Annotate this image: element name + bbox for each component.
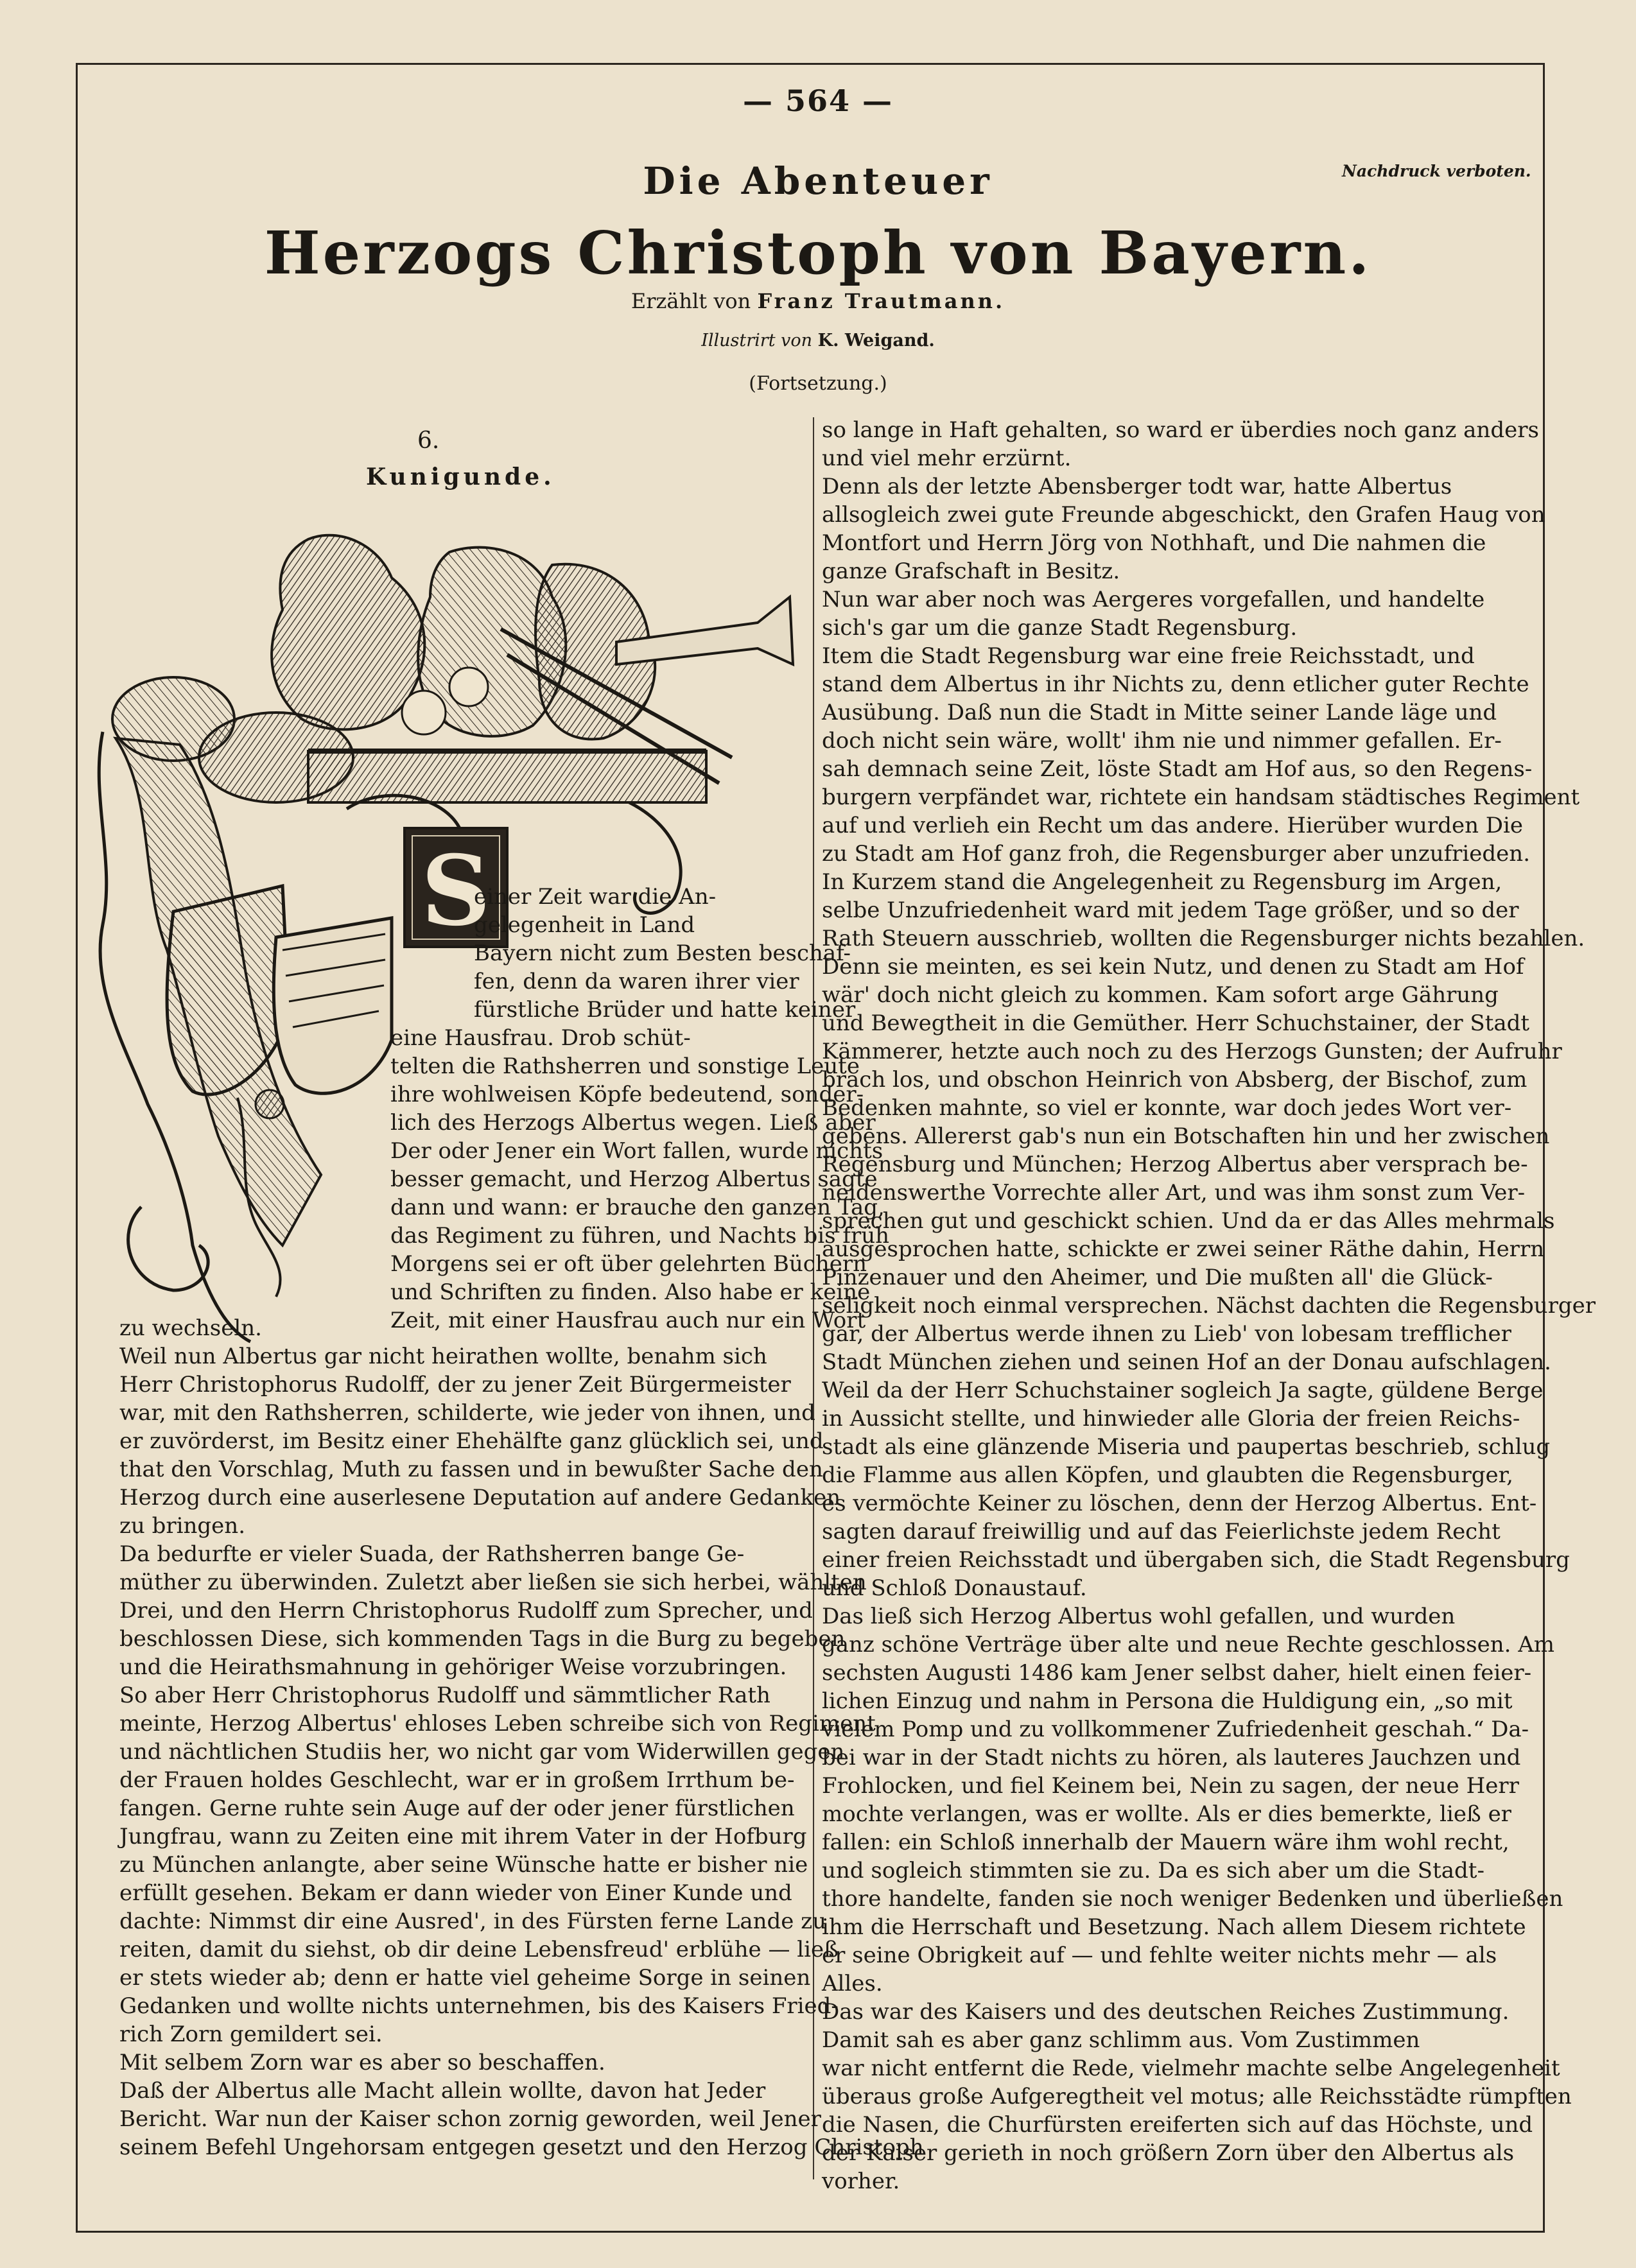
text-line: gebens. Allererst gab's nun ein Botschaften hin und her zwischen — [822, 1123, 1550, 1149]
text-line: eine Hausfrau. Drob schüt- — [390, 1025, 691, 1051]
text-line: Herr Christophorus Rudolff, der zu jener Zeit Bürgermeister — [119, 1372, 791, 1398]
text-line: meinte, Herzog Albertus' ehloses Leben schreibe sich von Regiment — [119, 1711, 876, 1736]
text-line: Da bedurfte er vieler Suada, der Rathsherren bange Ge- — [119, 1541, 745, 1567]
text-line: dann und wann: er brauche den ganzen Tag, — [390, 1195, 885, 1220]
text-line: die Flamme aus allen Köpfen, und glaubten die Regensburger, — [822, 1462, 1513, 1488]
text-line: Bericht. War nun der Kaiser schon zornig geworden, weil Jener — [119, 2106, 821, 2132]
text-line: und sogleich stimmten sie zu. Da es sich aber um die Stadt- — [822, 1858, 1484, 1883]
text-line: Regensburg und München; Herzog Albertus aber versprach be- — [822, 1152, 1528, 1177]
initial-letter: S — [421, 835, 491, 948]
text-line: Frohlocken, und fiel Keinem bei, Nein zu sagen, der neue Herr — [822, 1773, 1519, 1799]
text-line: Damit sah es aber ganz schlimm aus. Vom Zustimmen — [822, 2027, 1420, 2053]
text-line: vielem Pomp und zu vollkommener Zufriedenheit geschah.“ Da- — [822, 1717, 1529, 1742]
text-line: in Aussicht stellte, und hinwieder alle Gloria der freien Reichs- — [822, 1406, 1520, 1432]
text-line: und die Heirathsmahnung in gehöriger Weise vorzubringen. — [119, 1654, 787, 1680]
text-line: ihm die Herrschaft und Besetzung. Nach allem Diesem richtete — [822, 1914, 1526, 1940]
illustrator-credit — [0, 331, 1636, 351]
illustrator-name: K. Weigand. — [817, 331, 935, 351]
text-line: einer Zeit war die An- — [474, 884, 717, 910]
illustrator-prefix: Illustrirt von — [701, 331, 813, 351]
text-line: Gedanken und wollte nichts unternehmen, bis des Kaisers Fried- — [119, 1993, 839, 2019]
text-line: gar, der Albertus werde ihnen zu Lieb' von lobesam trefflicher — [822, 1321, 1511, 1347]
text-line: Das ließ sich Herzog Albertus wohl gefallen, und wurden — [822, 1604, 1456, 1629]
text-line: so lange in Haft gehalten, so ward er überdies noch ganz anders — [822, 417, 1539, 443]
text-line: war, mit den Rathsherren, schilderte, wie jeder von ihnen, und — [119, 1400, 815, 1426]
text-line: zu wechseln. — [119, 1315, 262, 1341]
text-line: erfüllt gesehen. Bekam er dann wieder von Einer Kunde und — [119, 1880, 792, 1906]
text-line: Bedenken mahnte, so viel er konnte, war doch jedes Wort ver- — [822, 1095, 1512, 1121]
text-line: besser gemacht, und Herzog Albertus sagte — [390, 1166, 878, 1192]
text-line: war nicht entfernt die Rede, vielmehr machte selbe Angelegenheit — [822, 2056, 1560, 2081]
text-line: er zuvörderst, im Besitz einer Ehehälfte ganz glücklich sei, und — [119, 1428, 824, 1454]
text-line: Denn sie meinten, es sei kein Nutz, und denen zu Stadt am Hof — [822, 954, 1524, 980]
text-line: sich's gar um die ganze Stadt Regensburg. — [822, 615, 1298, 641]
text-line: zu bringen. — [119, 1513, 245, 1539]
text-line: So aber Herr Christophorus Rudolff und sämmtlicher Rath — [119, 1683, 770, 1708]
text-line: Der oder Jener ein Wort fallen, wurde nichts — [390, 1138, 883, 1164]
text-line: und viel mehr erzürnt. — [822, 446, 1072, 471]
text-line: that den Vorschlag, Muth zu fassen und in bewußter Sache den — [119, 1457, 823, 1482]
text-line: lichen Einzug und nahm in Persona die Huldigung ein, „so mit — [822, 1688, 1513, 1714]
text-line: Item die Stadt Regensburg war eine freie Reichsstadt, und — [822, 643, 1475, 669]
text-line: Ausübung. Daß nun die Stadt in Mitte seiner Lande läge und — [822, 700, 1497, 725]
text-line: Alles. — [822, 1971, 883, 1996]
text-line: neidenswerthe Vorrechte aller Art, und was ihm sonst zum Ver- — [822, 1180, 1526, 1206]
right-column-lines — [822, 416, 1596, 2195]
text-line: fallen: ein Schloß innerhalb der Mauern wäre ihm wohl recht, — [822, 1830, 1510, 1855]
chapter-title: Kunigunde. — [366, 463, 555, 490]
text-line: beschlossen Diese, sich kommenden Tags in die Burg zu begeben — [119, 1626, 846, 1652]
text-line: Das war des Kaisers und des deutschen Reiches Zustimmung. — [822, 1999, 1510, 2025]
text-line: es vermöchte Keiner zu löschen, denn der Herzog Albertus. Ent- — [822, 1491, 1537, 1516]
text-line: sagten darauf freiwillig und auf das Feierlichste jedem Recht — [822, 1519, 1501, 1545]
text-line: und nächtlichen Studiis her, wo nicht gar vom Widerwillen gegen — [119, 1739, 845, 1765]
text-line: sechsten Augusti 1486 kam Jener selbst daher, hielt einen feier- — [822, 1660, 1532, 1686]
text-line: Denn als der letzte Abensberger todt war, hatte Albertus — [822, 474, 1452, 499]
continued-note: (Fortsetzung.) — [749, 372, 887, 395]
text-line: fangen. Gerne ruhte sein Auge auf der oder jener fürstlichen — [119, 1796, 795, 1821]
text-line: Bayern nicht zum Besten beschaf- — [474, 940, 851, 966]
text-line: Kämmerer, hetzte auch noch zu des Herzogs Gunsten; der Aufruhr — [822, 1039, 1562, 1064]
text-line: Mit selbem Zorn war es aber so beschaffen. — [119, 2050, 605, 2075]
text-line: telten die Rathsherren und sonstige Leute — [390, 1053, 860, 1079]
text-line: In Kurzem stand die Angelegenheit zu Regensburg im Argen, — [822, 869, 1502, 895]
text-line: einer freien Reichsstadt und übergaben sich, die Stadt Regensburg — [822, 1547, 1570, 1573]
reprint-note: Nachdruck verboten. — [1342, 162, 1531, 180]
text-line: lich des Herzogs Albertus wegen. Ließ aber — [390, 1110, 876, 1136]
text-line: Herzog durch eine auserlesene Deputation auf andere Gedanken — [119, 1485, 841, 1511]
text-line: Jungfrau, wann zu Zeiten eine mit ihrem Vater in der Hofburg — [119, 1824, 807, 1849]
title-line-1: Die Abenteuer — [643, 159, 993, 203]
text-line: und Bewegtheit in die Gemüther. Herr Schuchstainer, der Stadt — [822, 1010, 1530, 1036]
text-line: sah demnach seine Zeit, löste Stadt am Hof aus, so den Regens- — [822, 756, 1533, 782]
text-line: bei war in der Stadt nichts zu hören, als lauteres Jauchzen und — [822, 1745, 1521, 1770]
title-line-2: Herzogs Christoph von Bayern. — [264, 218, 1372, 288]
text-line: ganze Grafschaft in Besitz. — [822, 558, 1120, 584]
text-line: fürstliche Brüder und hatte keiner — [474, 997, 856, 1023]
text-line: überaus große Aufgeregtheit vel motus; alle Reichsstädte rümpften — [822, 2084, 1572, 2109]
text-line: Pinzenauer und den Aheimer, und Die mußten all' die Glück- — [822, 1265, 1493, 1290]
text-line: Stadt München ziehen und seinen Hof an der Donau aufschlagen. — [822, 1349, 1551, 1375]
chapter-number: 6. — [417, 428, 440, 454]
text-line: dachte: Nimmst dir eine Ausred', in des Fürsten ferne Lande zu — [119, 1909, 826, 1934]
left-column-initial-lines — [474, 883, 855, 1024]
text-line: Weil da der Herr Schuchstainer sogleich Ja sagte, güldene Berge — [822, 1378, 1544, 1403]
text-line: vorher. — [822, 2168, 900, 2194]
text-line: Nun war aber noch was Aergeres vorgefallen, und handelte — [822, 587, 1485, 612]
byline-prefix: Erzählt von — [631, 289, 751, 313]
text-line: stadt als eine glänzende Miseria und paupertas beschrieb, schlug — [822, 1434, 1551, 1460]
text-line: burgern verpfändet war, richtete ein handsam städtisches Regiment — [822, 784, 1580, 810]
text-line: seinem Befehl Ungehorsam entgegen gesetzt und den Herzog Christoph — [119, 2134, 924, 2160]
text-line: müther zu überwinden. Zuletzt aber ließen sie sich herbei, wählten — [119, 1570, 867, 1595]
text-line: Daß der Albertus alle Macht allein wollte, davon hat Jeder — [119, 2078, 766, 2104]
text-line: rich Zorn gemildert sei. — [119, 2021, 383, 2047]
text-line: thore handelte, fanden sie noch weniger Bedenken und überließen — [822, 1886, 1563, 1912]
text-line: der Frauen holdes Geschlecht, war er in großem Irrthum be- — [119, 1767, 795, 1793]
text-line: Weil nun Albertus gar nicht heirathen wollte, benahm sich — [119, 1344, 767, 1369]
page-number: — 564 — — [742, 83, 894, 118]
text-line: die Nasen, die Churfürsten ereiferten sich auf das Höchste, und — [822, 2112, 1533, 2138]
text-line: doch nicht sein wäre, wollt' ihm nie und nimmer gefallen. Er- — [822, 728, 1502, 754]
left-column-full-lines — [119, 1314, 924, 2161]
text-line: gelegenheit in Land — [474, 912, 695, 938]
text-line: und Schloß Donaustauf. — [822, 1575, 1087, 1601]
text-line: sprechen gut und geschickt schien. Und da er das Alles mehrmals — [822, 1208, 1555, 1234]
left-column-indented-lines — [390, 1024, 889, 1335]
text-line: ganz schöne Verträge über alte und neue Rechte geschlossen. Am — [822, 1632, 1555, 1658]
text-line: reiten, damit du siehst, ob dir deine Lebensfreud' erblühe — ließ — [119, 1937, 839, 1962]
byline — [0, 289, 1636, 313]
text-line: brach los, und obschon Heinrich von Absberg, der Bischof, zum — [822, 1067, 1527, 1093]
text-line: ausgesprochen hatte, schickte er zwei seiner Räthe dahin, Herrn — [822, 1236, 1545, 1262]
text-line: er seine Obrigkeit auf — und fehlte weiter nichts mehr — als — [822, 1943, 1497, 1968]
text-line: Montfort und Herrn Jörg von Nothhaft, und Die nahmen die — [822, 530, 1486, 556]
text-line: ihre wohlweisen Köpfe bedeutend, sonder- — [390, 1082, 864, 1107]
text-line: Rath Steuern ausschrieb, wollten die Regensburger nichts bezahlen. — [822, 926, 1585, 951]
text-line: das Regiment zu führen, und Nachts bis früh — [390, 1223, 890, 1249]
text-line: mochte verlangen, was er wollte. Als er dies bemerkte, ließ er — [822, 1801, 1511, 1827]
text-line: er stets wieder ab; denn er hatte viel geheime Sorge in seinen — [119, 1965, 811, 1991]
text-line: wär' doch nicht gleich zu kommen. Kam sofort arge Gährung — [822, 982, 1499, 1008]
text-line: zu München anlangte, aber seine Wünsche hatte er bisher nie — [119, 1852, 808, 1878]
text-line: der Kaiser gerieth in noch größern Zorn über den Albertus als — [822, 2140, 1515, 2166]
text-line: stand dem Albertus in ihr Nichts zu, denn etlicher guter Rechte — [822, 671, 1529, 697]
text-line: fen, denn da waren ihrer vier — [474, 969, 799, 994]
text-line: Zeit, mit einer Hausfrau auch nur ein Wort — [390, 1308, 866, 1333]
text-line: zu Stadt am Hof ganz froh, die Regensburger aber unzufrieden. — [822, 841, 1531, 867]
text-line: allsogleich zwei gute Freunde abgeschickt, den Grafen Haug von — [822, 502, 1545, 528]
text-line: Drei, und den Herrn Christophorus Rudolff zum Sprecher, und — [119, 1598, 813, 1623]
author-name: Franz Trautmann. — [757, 289, 1005, 313]
text-line: selbe Unzufriedenheit ward mit jedem Tage größer, und so der — [822, 897, 1519, 923]
text-line: auf und verlieh ein Recht um das andere. Hierüber wurden Die — [822, 813, 1524, 838]
text-line: und Schriften zu finden. Also habe er keine — [390, 1279, 871, 1305]
text-line: seligkeit noch einmal versprechen. Nächst dachten die Regensburger — [822, 1293, 1596, 1319]
text-line: Morgens sei er oft über gelehrten Büchern — [390, 1251, 867, 1277]
